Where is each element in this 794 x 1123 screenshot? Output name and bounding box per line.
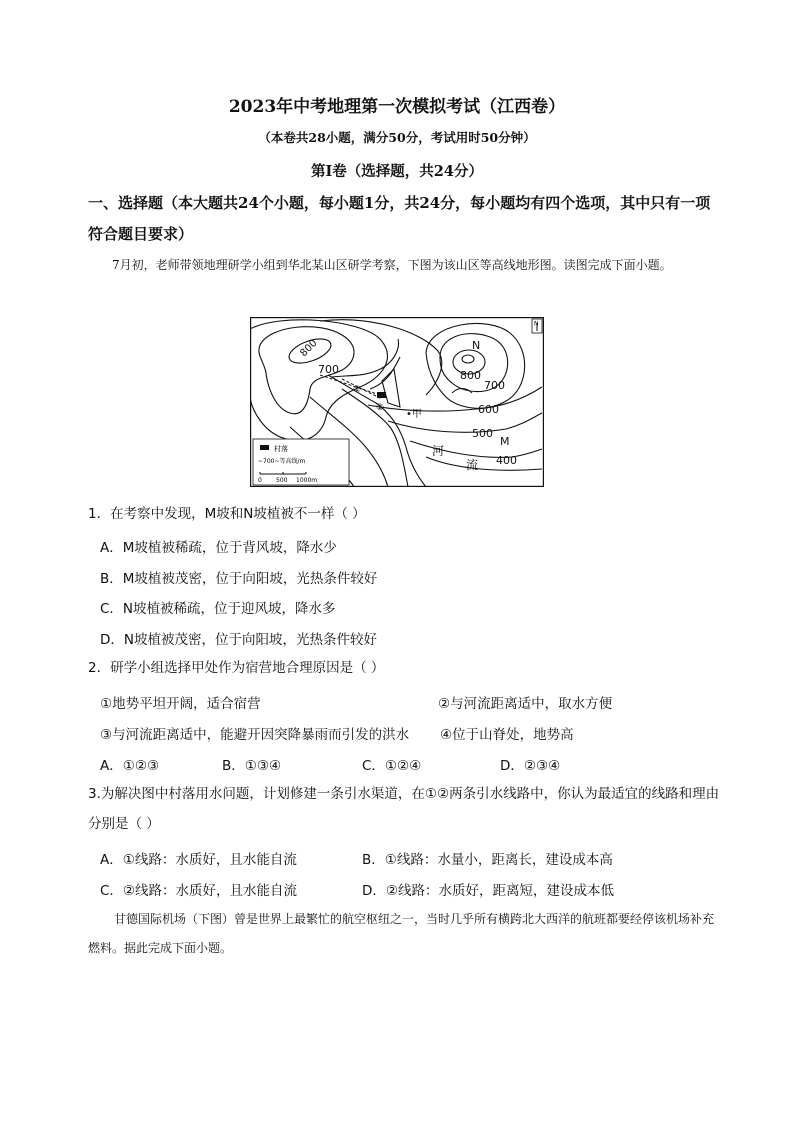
exam-subtitle: （本卷共28小题，满分50分，考试用时50分钟） [258,130,536,145]
contour-label-500: 500 [472,427,493,440]
question-2-stem: 2．研学小组选择甲处作为宿营地合理原因是（ ） [88,660,385,676]
river-label-liu: 流 [466,458,479,472]
question-2-statement-2: ②与河流距离适中，取水方便 [438,696,613,712]
question-3-stem: 3.为解决图中村落用水问题，计划修建一条引水渠道，在①②两条引水线路中，你认为最适宜的线路和理由分别是（ ） [88,786,720,832]
contour-label-700-left: 700 [318,363,339,376]
question-3-option-b[interactable]: B．①线路：水量小，距离长，建设成本高 [362,852,613,868]
route-1-label: ① [353,385,362,395]
part-heading: 第Ⅰ卷（选择题，共24分） [311,163,483,180]
north-label: N [534,320,539,328]
question-3-option-a[interactable]: A．①线路：水质好，且水能自流 [100,852,297,868]
scale-label-0: 0 [258,477,262,484]
point-m-label: M [500,435,510,448]
question-1-option-c[interactable]: C．N坡植被稀疏，位于迎风坡，降水多 [100,601,336,617]
village-marker-icon [377,392,386,398]
question-3-option-c[interactable]: C．②线路：水质好，且水能自流 [100,883,298,899]
contour-label-400: 400 [496,454,517,467]
legend-contour-label: ~700~等高线/m [258,458,306,465]
question-2-option-b[interactable]: B．①③④ [222,758,282,774]
route-2-label: ② [376,403,385,413]
question-2-statement-3: ③与河流距离适中，能避开因突降暴雨而引发的洪水 [100,727,410,743]
point-n-label: N [472,339,481,352]
question-3-option-d[interactable]: D．②线路：水质好，距离短，建设成本低 [362,883,614,899]
scale-label-500: 500 [276,477,288,484]
question-2-option-d[interactable]: D．②③④ [500,758,561,774]
exam-title: 2023年中考地理第一次模拟考试（江西卷） [228,97,566,117]
point-jia-label: •甲 [406,409,422,420]
question-1-stem: 1．在考察中发现，M坡和N坡植被不一样（ ） [88,506,366,522]
contour-label-800-right: 800 [460,369,481,382]
legend-village-icon [260,445,269,450]
intro-paragraph-1: 7月初，老师带领地理研学小组到华北某山区研学考察，下图为该山区等高线地形图。读图完成下面小题。 [112,258,672,272]
river-label-he: 河 [432,444,445,458]
question-1-option-b[interactable]: B．M坡植被茂密，位于向阳坡，光热条件较好 [100,571,378,587]
contour-label-700-right: 700 [484,379,505,392]
section-heading: 一、选择题（本大题共24个小题，每小题1分，共24分，每小题均有四个选项，其中只有一项符合题目要求） [88,194,711,243]
scale-label-1000: 1000m [296,477,318,484]
question-2-statement-1: ①地势平坦开阔，适合宿营 [100,696,261,712]
contour-map [250,317,544,487]
contour-label-800-left: 800 [298,337,320,360]
question-1-option-d[interactable]: D．N坡植被茂密，位于向阳坡，光热条件较好 [100,632,377,648]
question-2-option-a[interactable]: A．①②③ [100,758,160,774]
map-legend [253,439,349,485]
intro-paragraph-2: 甘德国际机场（下图）曾是世界上最繁忙的航空枢纽之一，当时几乎所有横跨北大西洋的航班都要经停该机场补充燃料。据此完成下面小题。 [88,912,715,955]
question-2-statement-4: ④位于山脊处，地势高 [440,727,574,743]
question-2-option-c[interactable]: C．①②④ [362,758,422,774]
question-1-option-a[interactable]: A．M坡植被稀疏，位于背风坡，降水少 [100,540,337,556]
legend-village-label: 村落 [274,445,288,453]
contour-label-600: 600 [478,403,499,416]
